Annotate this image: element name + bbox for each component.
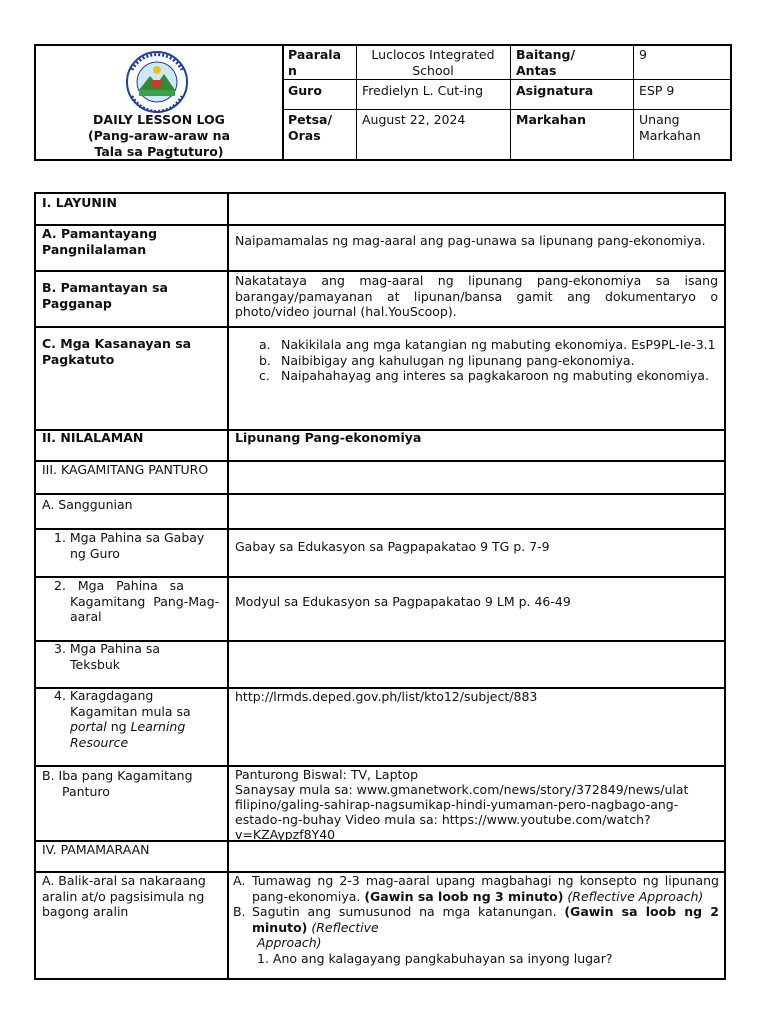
markahan-label: Markahan (516, 112, 587, 127)
paaralan-label: Paarala n (288, 47, 342, 78)
logo-cell (36, 46, 284, 159)
kagamitang-label: 2. Mga Pahina sa Kagamitang Pang-Mag- aaral (54, 578, 220, 624)
petsa-label: Petsa/ Oras (288, 112, 333, 143)
pamantayang-label: A. Pamantayang Pangnilalaman (42, 226, 158, 257)
list-item: a. Nakikilala ang mga katangian ng mabuting ekonomiya. EsP9PL-Ie-3.1 (259, 337, 716, 352)
pagganap-value: Nakatataya ang mag-aaral ng lipunang pang-ekonomiya sa isang barangay/pamayanan at lipunan/bansa gamit ang dokumentaryo o photo/video journal (hal.YouScoop). (235, 273, 718, 319)
petsa-value: August 22, 2024 (362, 112, 466, 127)
header-table (34, 44, 732, 161)
gabay-value: Gabay sa Edukasyon sa Pagpapakatao 9 TG p. 7-9 (235, 539, 550, 554)
lesson-table (34, 192, 726, 980)
nilalaman-label: II. NILALAMAN (42, 430, 144, 445)
guro-value: Fredielyn L. Cut-ing (362, 83, 484, 98)
iba-value: Panturong Biswal: TV, Laptop Sanaysay mula sa: www.gmanetwork.com/news/story/372849/news/ulat filipino/galing-sahirap-nagsumikap-hindi-yumaman-pero-nagbago-ang- estado-ng-buhay Video mula sa: https://www.youtube.com/watch? v=KZAypzf8Y40 (235, 767, 689, 842)
kasanayan-label: C. Mga Kasanayan sa Pagkatuto (42, 336, 192, 367)
pagganap-label: B. Pamantayan sa Pagganap (42, 280, 168, 311)
markahan-value: Unang Markahan (639, 112, 701, 143)
gabay-label: 1. Mga Pahina sa Gabay ng Guro (54, 530, 205, 561)
baitang-value: 9 (639, 47, 647, 62)
karagdagang-label: 4. Karagdagang Kagamitan mula sa portal ng Learning Resource (54, 688, 191, 750)
asignatura-label: Asignatura (516, 83, 594, 98)
kasanayan-list (235, 337, 718, 384)
balik-label: A. Balik-aral sa nakaraang aralin at/o pagsisimula ng bagong aralin (42, 873, 206, 919)
list-item: c. Naipahahayag ang interes sa pagkakaroon ng mabuting ekonomiya. (259, 368, 709, 383)
paaralan-value: Luclocos Integrated School (371, 47, 495, 78)
asignatura-value: ESP 9 (639, 83, 675, 98)
nilalaman-value: Lipunang Pang-ekonomiya (235, 430, 422, 445)
guro-label: Guro (288, 83, 322, 98)
school-logo (122, 50, 192, 114)
pamamaraan-heading: IV. PAMAMARAAN (42, 842, 150, 857)
kagamitan-heading: III. KAGAMITANG PANTURO (42, 462, 209, 477)
question-item: 1. Ano ang kalagayang pangkabuhayan sa inyong lugar? (257, 950, 613, 966)
iba-label: B. Iba pang Kagamitang Panturo (42, 768, 193, 799)
list-item: b. Naibibigay ang kahulugan ng lipunang pang-ekonomiya. (259, 352, 635, 368)
list-item: B. Sagutin ang sumusunod na mga katanungan. (Gawin sa loob ng 2 minuto) (Reflective (233, 904, 719, 935)
list-item: A. Tumawag ng 2-3 mag-aaral upang magbahagi ng konsepto ng lipunang pang-ekonomiya. (Gawin sa loob ng 3 minuto) (Reflective Approach) (233, 873, 719, 904)
kagamitang-value: Modyul sa Edukasyon sa Pagpapakatao 9 LM p. 46-49 (235, 594, 571, 609)
page-title: DAILY LESSON LOG (Pang-araw-araw na Tala sa Pagtuturo) (87, 112, 231, 159)
pamantayang-value: Naipamamalas ng mag-aaral ang pag-unawa sa lipunang pang-ekonomiya. (235, 233, 706, 248)
sanggunian-label: A. Sanggunian (42, 497, 133, 512)
baitang-label: Baitang/ Antas (516, 47, 576, 78)
teksbuk-label: 3. Mga Pahina sa Teksbuk (54, 641, 161, 672)
balik-content: A. Tumawag ng 2-3 mag-aaral upang magbahagi ng konsepto ng lipunang pang-ekonomiya. (Gawin sa loob ng 3 minuto) (Reflective Approach) B. Sagutin ang sumusunod na mga katanungan. (Gawin sa loob ng 2 minuto) (Reflective Approach) 1. Ano ang kalagayang pangkabuhayan sa inyong lugar? (233, 873, 719, 966)
karagdagang-value[interactable]: http://lrmds.deped.gov.ph/list/kto12/subject/883 (235, 689, 538, 704)
layunin-heading: I. LAYUNIN (42, 195, 117, 210)
